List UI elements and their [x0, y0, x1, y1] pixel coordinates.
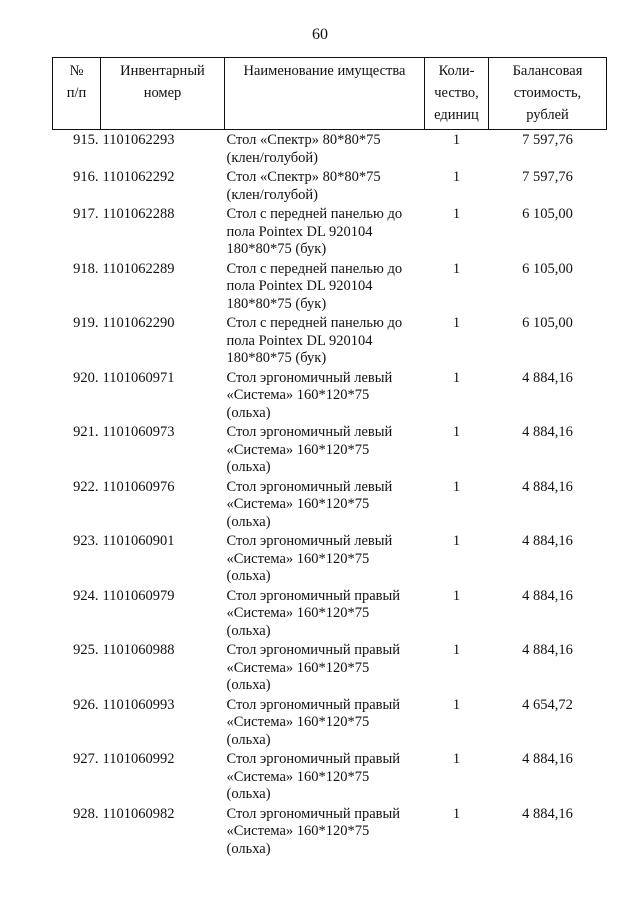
row-number: 918. — [73, 260, 99, 277]
row-number: 923. — [73, 533, 99, 549]
quantity: 1 — [452, 169, 461, 185]
row-number: 915. — [73, 132, 99, 148]
item-name-line: пола Pointex DL 920104 — [226, 223, 373, 240]
inventory-number: 1101060901 — [102, 533, 175, 549]
item-name-line: Стол «Спектр» 80*80*75 — [226, 132, 381, 148]
table-row — [53, 695, 607, 750]
quantity: 1 — [452, 206, 461, 222]
quantity: 1 — [452, 805, 461, 822]
item-name-line: «Система» 160*120*75 — [226, 714, 370, 730]
row-number: 917. — [73, 206, 99, 222]
row-number: 925. — [73, 642, 99, 658]
row-number: 927. — [73, 751, 99, 767]
item-name-line: (клен/голубой) — [226, 149, 318, 166]
item-name-line: Стол эргономичный левый — [226, 369, 393, 386]
row-number: 919. — [73, 315, 99, 331]
row-number: 922. — [73, 478, 99, 495]
item-name-line: (ольха) — [226, 731, 271, 748]
item-name — [225, 586, 425, 641]
item-name — [225, 422, 425, 477]
page-number: 60 — [312, 26, 328, 43]
item-name — [225, 695, 425, 750]
balance-cost: 7 597,76 — [522, 169, 573, 185]
inventory-number: 1101062289 — [102, 260, 175, 277]
header-name-line: Наименование имущества — [243, 63, 406, 79]
item-name — [225, 167, 425, 204]
item-name — [225, 477, 425, 532]
item-name-line: «Система» 160*120*75 — [226, 605, 370, 621]
balance-cost: 6 105,00 — [522, 315, 573, 331]
row-number: 921. — [73, 424, 99, 440]
table-row — [53, 477, 607, 532]
inventory-number: 1101060971 — [102, 369, 175, 386]
row-number: 926. — [73, 696, 99, 713]
quantity: 1 — [452, 260, 461, 277]
item-name-line: (клен/голубой) — [226, 186, 318, 203]
table-row — [53, 749, 607, 804]
item-name-line: (ольха) — [226, 677, 271, 693]
item-name-line: «Система» 160*120*75 — [226, 659, 370, 676]
inventory-number: 1101060993 — [102, 696, 175, 713]
quantity: 1 — [452, 587, 461, 604]
inventory-number: 1101062293 — [102, 132, 175, 148]
balance-cost: 4 884,16 — [522, 424, 573, 440]
table-row — [53, 804, 607, 859]
item-name-line: пола Pointex DL 920104 — [226, 278, 373, 294]
header-qty-line: чество, — [434, 85, 479, 101]
inventory-number: 1101060973 — [102, 424, 175, 440]
item-name — [225, 313, 425, 368]
header-num-line: № — [69, 63, 84, 79]
item-name-line: (ольха) — [226, 786, 271, 802]
inventory-number: 1101060976 — [102, 478, 175, 495]
item-name-line: Стол эргономичный правый — [226, 587, 400, 604]
header-inventory-line: номер — [143, 85, 182, 101]
item-name-line: «Система» 160*120*75 — [226, 387, 370, 403]
quantity: 1 — [452, 132, 461, 148]
balance-cost: 4 654,72 — [522, 696, 573, 713]
table-row — [53, 531, 607, 586]
quantity: 1 — [452, 478, 461, 495]
inventory-number: 1101060982 — [102, 805, 175, 822]
quantity: 1 — [452, 533, 461, 549]
item-name — [225, 130, 425, 168]
item-name-line: (ольха) — [226, 568, 271, 584]
table-row — [53, 422, 607, 477]
item-name-line: Стол эргономичный левый — [226, 533, 393, 549]
header-cost-line: стоимость, — [513, 85, 582, 101]
item-name-line: Стол с передней панелью до — [226, 260, 403, 277]
balance-cost: 7 597,76 — [522, 132, 573, 148]
header-num-line: п/п — [66, 85, 87, 101]
inventory-number: 1101062292 — [102, 169, 175, 185]
header-inventory-line: Инвентарный — [120, 63, 205, 79]
table-row — [53, 167, 607, 204]
item-name-line: 180*80*75 (бук) — [226, 350, 327, 366]
item-name-line: Стол эргономичный правый — [226, 805, 400, 822]
table-row — [53, 586, 607, 641]
item-name-line: (ольха) — [226, 404, 271, 421]
item-name-line: 180*80*75 (бук) — [226, 241, 327, 257]
table-row — [53, 130, 607, 168]
inventory-number: 1101060979 — [102, 587, 175, 604]
quantity: 1 — [452, 751, 461, 767]
item-name-line: пола Pointex DL 920104 — [226, 332, 373, 349]
table-row — [53, 204, 607, 259]
item-name-line: «Система» 160*120*75 — [226, 768, 370, 785]
item-name-line: Стол эргономичный правый — [226, 696, 400, 713]
quantity: 1 — [452, 369, 461, 386]
item-name-line: 180*80*75 (бук) — [226, 295, 327, 312]
item-name-line: Стол «Спектр» 80*80*75 — [226, 169, 381, 185]
item-name — [225, 804, 425, 859]
quantity: 1 — [452, 696, 461, 713]
quantity: 1 — [452, 642, 461, 658]
item-name — [225, 204, 425, 259]
item-name-line: (ольха) — [226, 622, 271, 639]
quantity: 1 — [452, 315, 461, 331]
table-row — [53, 259, 607, 314]
balance-cost: 4 884,16 — [522, 805, 573, 822]
row-number: 920. — [73, 369, 99, 386]
row-number: 916. — [73, 169, 99, 185]
inventory-number: 1101060988 — [102, 642, 175, 658]
item-name — [225, 259, 425, 314]
row-number: 928. — [73, 805, 99, 822]
inventory-number: 1101060992 — [102, 751, 175, 767]
header-qty — [425, 58, 489, 130]
item-name-line: Стол эргономичный правый — [226, 751, 400, 767]
balance-cost: 4 884,16 — [522, 751, 573, 767]
item-name-line: (ольха) — [226, 459, 271, 475]
table-row — [53, 313, 607, 368]
header-cost-line: рублей — [526, 107, 569, 123]
inventory-table — [52, 57, 607, 858]
item-name — [225, 749, 425, 804]
balance-cost: 6 105,00 — [522, 206, 573, 222]
header-cost — [489, 58, 607, 130]
item-name-line: Стол эргономичный правый — [226, 642, 400, 658]
quantity: 1 — [452, 424, 461, 440]
item-name-line: (ольха) — [226, 840, 271, 857]
item-name-line: Стол с передней панелью до — [226, 315, 403, 331]
item-name-line: «Система» 160*120*75 — [226, 823, 370, 839]
table-header-row — [53, 58, 607, 130]
table-row — [53, 368, 607, 423]
item-name-line: (ольха) — [226, 513, 271, 530]
header-qty-line: единиц — [434, 107, 479, 123]
item-name-line: Стол эргономичный левый — [226, 478, 393, 495]
item-name-line: Стол эргономичный левый — [226, 424, 393, 440]
balance-cost: 4 884,16 — [522, 478, 573, 495]
item-name — [225, 640, 425, 695]
balance-cost: 4 884,16 — [522, 533, 573, 549]
inventory-number: 1101062290 — [102, 315, 175, 331]
table-row — [53, 640, 607, 695]
header-inventory — [101, 58, 225, 130]
balance-cost: 4 884,16 — [522, 587, 573, 604]
balance-cost: 6 105,00 — [522, 260, 573, 277]
balance-cost: 4 884,16 — [522, 642, 573, 658]
header-cost-line: Балансовая — [512, 63, 583, 79]
inventory-number: 1101062288 — [102, 206, 175, 222]
item-name-line: «Система» 160*120*75 — [226, 441, 370, 458]
item-name-line: «Система» 160*120*75 — [226, 550, 370, 567]
item-name — [225, 531, 425, 586]
header-name — [225, 58, 425, 130]
item-name — [225, 368, 425, 423]
item-name-line: Стол с передней панелью до — [226, 206, 403, 222]
header-num — [53, 58, 101, 130]
item-name-line: «Система» 160*120*75 — [226, 496, 370, 512]
balance-cost: 4 884,16 — [522, 369, 573, 386]
header-qty-line: Коли- — [438, 63, 475, 79]
row-number: 924. — [73, 587, 99, 604]
